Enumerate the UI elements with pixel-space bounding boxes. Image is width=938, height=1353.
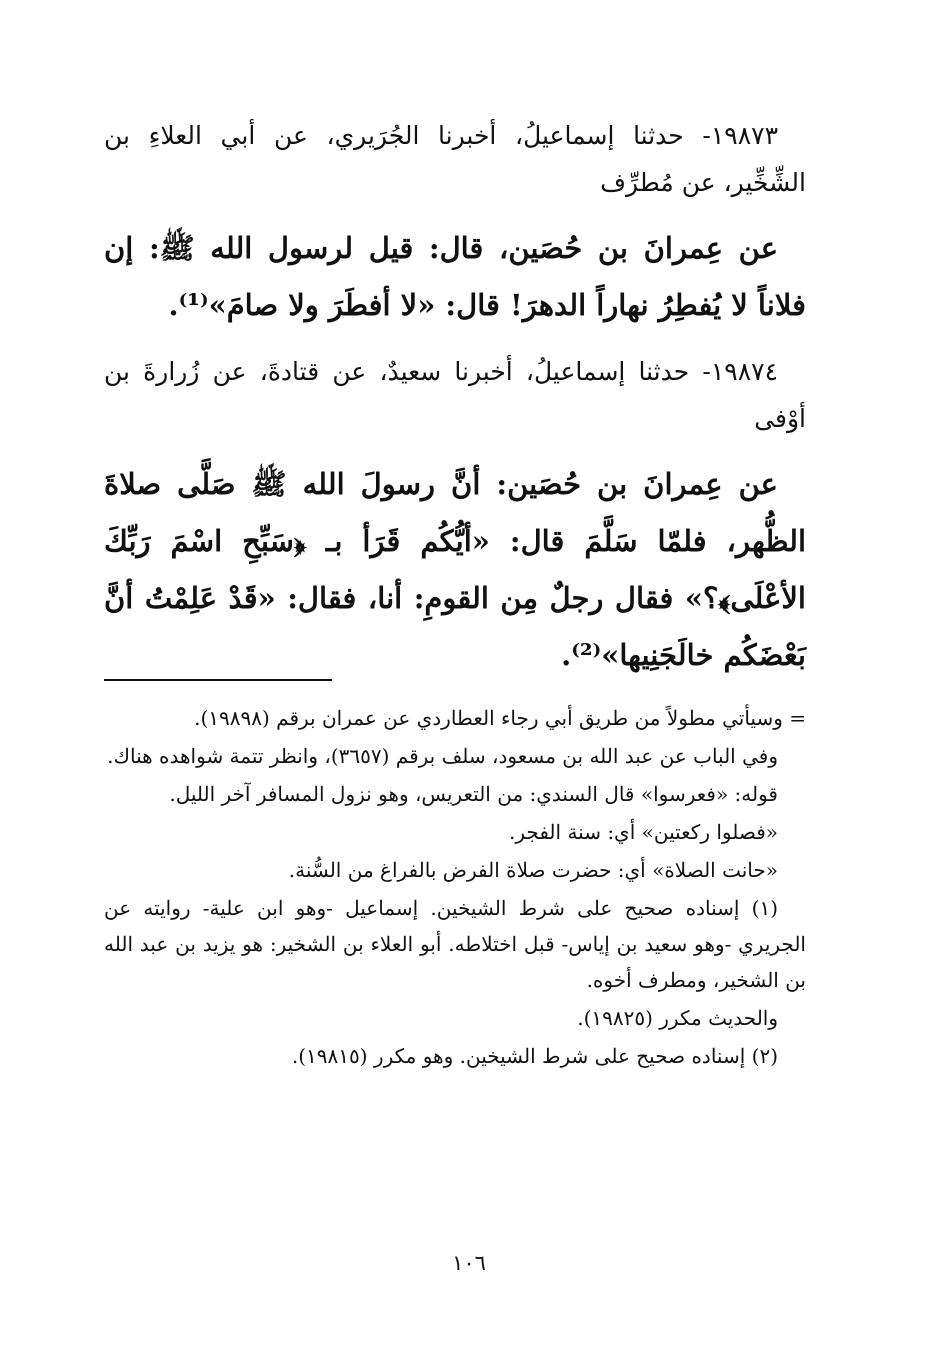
page-number: ١٠٦ xyxy=(452,1251,486,1275)
footnote-continuation: وفي الباب عن عبد الله بن مسعود، سلف برقم (٣٦٥٧)، وانظر تتمة شواهده هناك. xyxy=(107,744,778,768)
footnote-continuation: «حانت الصلاة» أي: حضرت صلاة الفرض بالفراغ من السُّنة. xyxy=(288,858,778,882)
footnote-continuation: = وسيأتي مطولاً من طريق أبي رجاء العطاردي عن عمران برقم (١٩٨٩٨). xyxy=(194,706,806,730)
footnote-continuation: «فصلوا ركعتين» أي: سنة الفجر. xyxy=(509,820,778,844)
hadith-19874-matn: عن عِمرانَ بن حُصَين: أنَّ رسولَ الله ﷺ صَلَّى صلاةَ الظُّهر، فلمّا سَلَّمَ قال: «أيُّكُم قَرَأ بـ ﴿سَبِّحِ اسْمَ رَبِّكَ الأعْلَى﴾؟» فقال رجلٌ مِن القومِ: أنا، فقال: «قَدْ عَلِمْتُ أنَّ بَعْضَكُم خالَجَنِيها»⁽²⁾. xyxy=(104,467,806,672)
main-text xyxy=(104,112,806,684)
hadith-19873-isnad: ١٩٨٧٣- حدثنا إسماعيلُ، أخبرنا الجُرَيري، عن أبي العلاءِ بن الشِّخِّير، عن مُطرِّف xyxy=(104,121,806,197)
hadith-19874-isnad: ١٩٨٧٤- حدثنا إسماعيلُ، أخبرنا سعيدٌ، عن قتادةَ، عن زُرارةَ بن أوْفى xyxy=(104,357,806,433)
footnote-1-extra: والحديث مكرر (١٩٨٢٥). xyxy=(577,1006,778,1030)
footnote-continuation: قوله: «فعرسوا» قال السندي: من التعريس، وهو نزول المسافر آخر الليل. xyxy=(169,782,778,806)
footnote-1: (١) إسناده صحيح على شرط الشيخين. إسماعيل -وهو ابن علية- روايته عن الجريري -وهو سعيد بن إياس- قبل اختلاطه. أبو العلاء بن الشخير: هو يزيد بن عبد الله بن الشخير، ومطرف أخوه. xyxy=(104,896,806,992)
footnote-2: (٢) إسناده صحيح على شرط الشيخين. وهو مكرر (١٩٨١٥). xyxy=(291,1044,778,1068)
footnote-separator xyxy=(104,679,332,681)
hadith-19873-matn: عن عِمرانَ بن حُصَين، قال: قيل لرسول الله ﷺ: إن فلاناً لا يُفطِرُ نهاراً الدهرَ! قال: «لا أفطَرَ ولا صامَ»⁽¹⁾. xyxy=(104,231,806,322)
footnotes xyxy=(104,700,806,1076)
